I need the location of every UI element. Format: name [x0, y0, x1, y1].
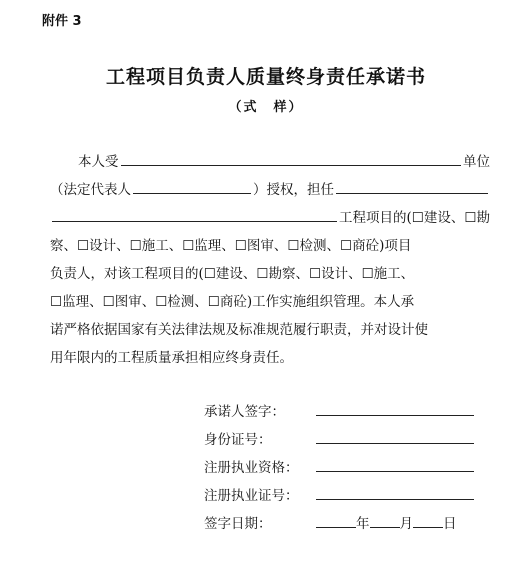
authorized-text: ）授权，担任: [253, 182, 334, 198]
cert-number-blank[interactable]: [316, 483, 474, 500]
commitment-text-1: 诺严格依据国家有关法律法规及标准规范履行职责，并对设计使: [50, 322, 428, 338]
legal-rep-text: （法定代表人: [50, 182, 131, 198]
qualification-row: [204, 454, 474, 482]
legal-rep-blank[interactable]: [133, 177, 251, 194]
day-text: 日: [443, 516, 457, 532]
sign-date-label: 签字日期：: [204, 516, 272, 532]
cert-number-row: [204, 482, 474, 510]
qualification-blank[interactable]: [316, 455, 474, 472]
commitment-body: [50, 148, 490, 372]
cert-number-label: 注册执业证号：: [204, 488, 299, 504]
attachment-label: 附件 3: [42, 14, 82, 29]
sign-date-row: [204, 510, 474, 538]
unit-name-blank[interactable]: [121, 149, 462, 166]
year-blank[interactable]: [316, 511, 356, 528]
commitment-text-2: 用年限内的工程质量承担相应终身责任。: [50, 350, 293, 366]
signer-blank[interactable]: [316, 399, 474, 416]
responsibility-text-2: ☐监理、☐图审、☐检测、☐商砼)工作实施组织管理。本人承: [50, 294, 415, 310]
position-blank[interactable]: [336, 177, 488, 194]
year-text: 年: [356, 516, 370, 532]
body-line-8: [50, 344, 490, 372]
entrusted-by-text: 本人受: [78, 154, 119, 170]
body-line-2: [50, 176, 490, 204]
project-name-blank[interactable]: [52, 205, 337, 222]
month-blank[interactable]: [370, 511, 400, 528]
project-roles-text-2: 察、☐设计、☐施工、☐监理、☐图审、☐检测、☐商砼)项目: [50, 238, 412, 254]
body-line-5: [50, 260, 490, 288]
signer-row: [204, 398, 474, 426]
body-line-6: [50, 288, 490, 316]
document-title: 工程项目负责人质量终身责任承诺书: [105, 66, 426, 88]
project-roles-text-1: 工程项目的(☐建设、☐勘: [339, 210, 490, 226]
id-number-blank[interactable]: [316, 427, 474, 444]
id-number-row: [204, 426, 474, 454]
body-line-3: [50, 204, 490, 232]
responsibility-text-1: 负责人，对该工程项目的(☐建设、☐勘察、☐设计、☐施工、: [50, 266, 415, 282]
unit-text: 单位: [463, 154, 490, 170]
body-line-7: [50, 316, 490, 344]
signature-block: [204, 398, 474, 538]
qualification-label: 注册执业资格：: [204, 460, 299, 476]
signer-label: 承诺人签字：: [204, 404, 285, 420]
body-line-1: [50, 148, 490, 176]
month-text: 月: [399, 516, 413, 532]
body-line-4: [50, 232, 490, 260]
id-number-label: 身份证号：: [204, 432, 272, 448]
day-blank[interactable]: [413, 511, 443, 528]
document-subtitle: （式 样）: [228, 100, 304, 115]
